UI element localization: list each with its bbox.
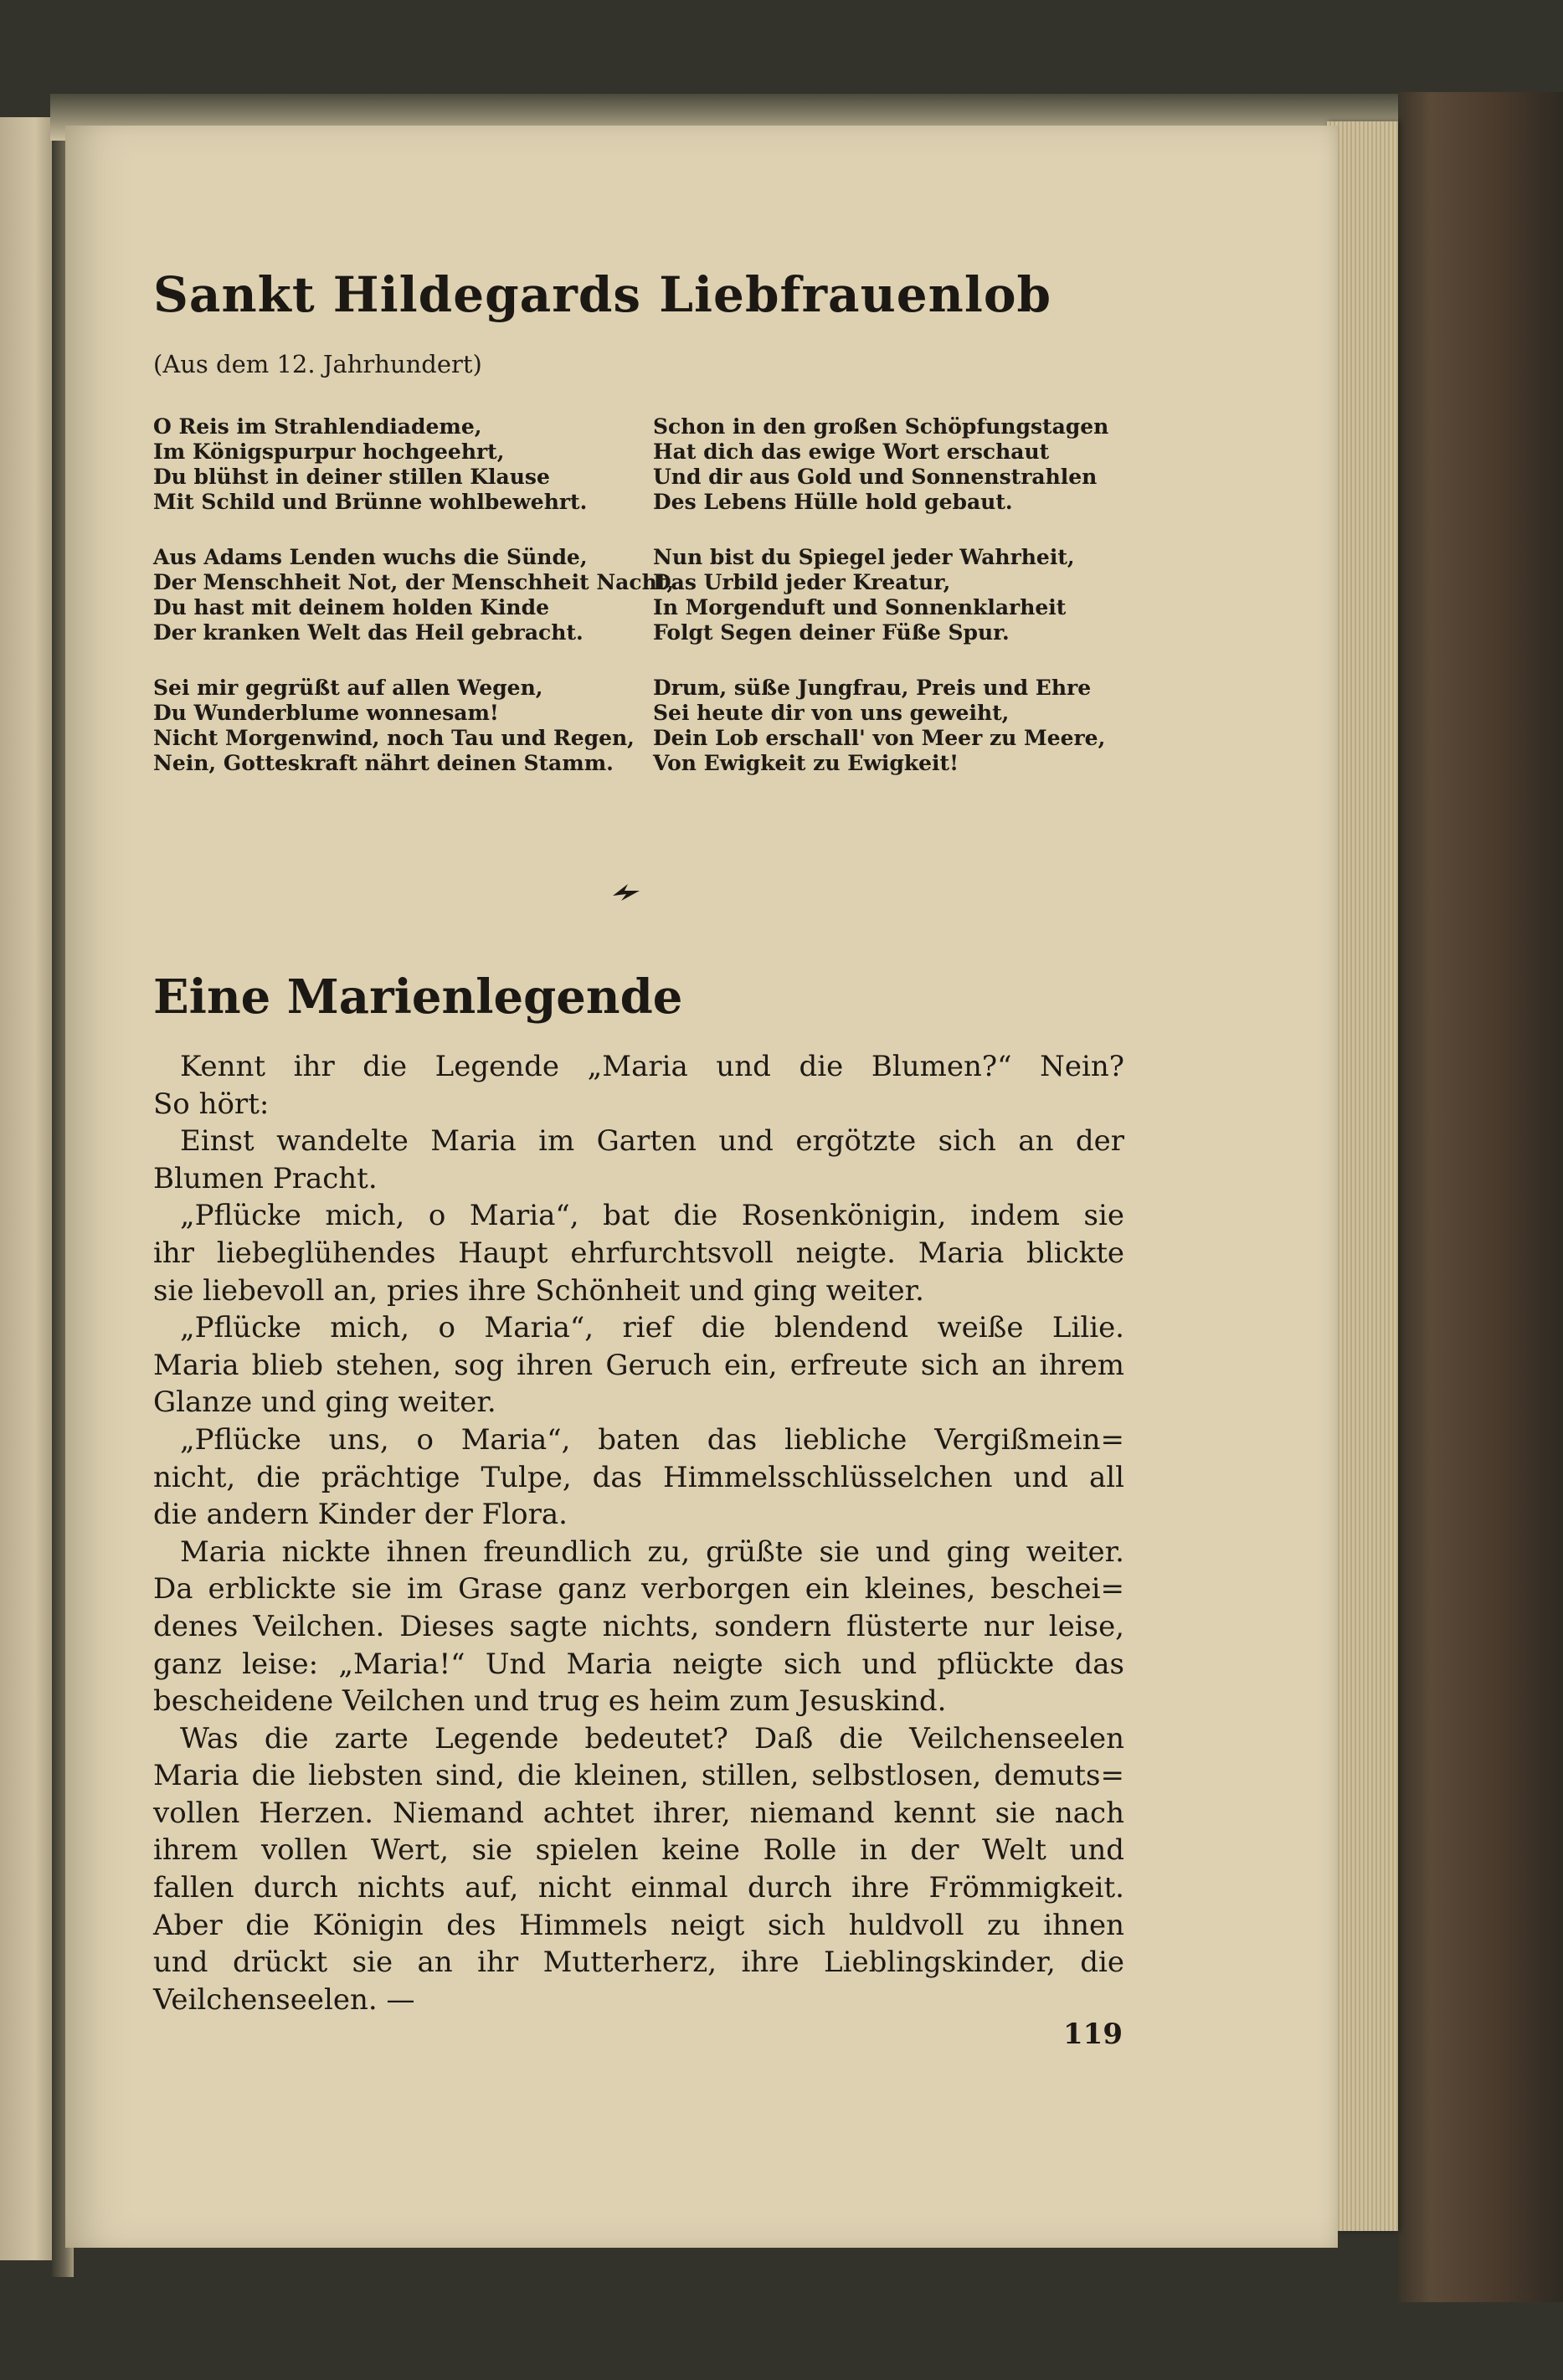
poem-line: O Reis im Strahlendiademe, [153,414,482,439]
poem-line: Sei heute dir von uns geweiht, [653,701,1010,725]
legend-line: „Pflücke mich, o Maria“, bat die Rosenkönigin, indem sie [180,1199,1124,1233]
legend-line: Glanze und ging weiter. [153,1385,496,1420]
poem-line: Dein Lob erschall' von Meer zu Meere, [653,726,1106,750]
legend-line: Einst wandelte Maria im Garten und ergötzte sich an der [180,1124,1124,1159]
poem-line: Folgt Segen deiner Füße Spur. [653,620,1010,645]
poem-stanza [153,414,664,515]
poem-line: Nun bist du Spiegel jeder Wahrheit, [653,545,1075,569]
poem-column-right [653,414,1164,806]
poem-line: Schon in den großen Schöpfungstagen [653,414,1109,439]
legend-line: „Pflücke mich, o Maria“, rief die blendend weiße Lilie. [180,1311,1124,1345]
poem-line: Das Urbild jeder Kreatur, [653,570,951,594]
poem-line: Sei mir gegrüßt auf allen Wegen, [153,676,543,700]
poem-line: Aus Adams Lenden wuchs die Sünde, [153,545,588,569]
poem-line: Hat dich das ewige Wort erschaut [653,440,1050,464]
section-ornament-icon [609,879,643,904]
legend-line: Da erblickte sie im Grase ganz verborgen ein kleines, beschei= [153,1572,1124,1606]
poem-stanza [153,545,675,645]
legend-line: Kennt ihr die Legende „Maria und die Blumen?“ Nein? [180,1050,1124,1083]
legend-line: und drückt sie an ihr Mutterherz, ihre Lieblingskinder, die [153,1946,1124,1980]
poem-line: Du hast mit deinem holden Kinde [153,595,549,619]
legend-line: Maria nickte ihnen freundlich zu, grüßte sie und ging weiter. [180,1534,1124,1569]
poem-column-left [153,414,675,806]
poem-line: Du blühst in deiner stillen Klause [153,465,550,489]
poem-line: Der Menschheit Not, der Menschheit Nacht, [153,570,675,594]
legend-line: Aber die Königin des Himmels neigt sich huldvoll zu ihnen [153,1908,1124,1942]
legend-line: Maria die liebsten sind, die kleinen, stillen, selbstlosen, demuts= [153,1759,1124,1793]
legend-line: ganz leise: „Maria!“ Und Maria neigte sich und pflückte das [153,1647,1124,1681]
poem-line: Des Lebens Hülle hold gebaut. [653,490,1013,514]
poem-line: Der kranken Welt das Heil gebracht. [153,620,584,645]
poem-title: Sankt Hildegards Liebfrauenlob [153,266,1052,323]
poem-line: Du Wunderblume wonnesam! [153,701,499,725]
poem-line: In Morgenduft und Sonnenklarheit [653,595,1067,619]
poem-line: Im Königspurpur hochgeehrt, [153,440,505,464]
legend-line: die andern Kinder der Flora. [153,1498,568,1532]
legend-line: bescheidene Veilchen und trug es heim zum Jesuskind. [153,1684,947,1719]
poem-stanza [653,676,1164,776]
legend-line: denes Veilchen. Dieses sagte nichts, sondern flüsterte nur leise, [153,1609,1124,1643]
legend-line: „Pflücke uns, o Maria“, baten das liebliche Vergißmein= [180,1422,1124,1457]
page-number: 119 [1063,2018,1123,2051]
legend-line: Veilchenseelen. — [153,1982,415,2017]
book-cover-edge [1398,92,1563,2302]
legend-line: ihr liebeglühendes Haupt ehrfurchtsvoll neigte. Maria blickte [153,1236,1124,1270]
legend-line: nicht, die prächtige Tulpe, das Himmelsschlüsselchen und all [153,1460,1124,1494]
legend-line: vollen Herzen. Niemand achtet ihrer, niemand kennt sie nach [153,1796,1124,1830]
poem-stanza [653,414,1164,515]
poem-line: Mit Schild und Brünne wohlbewehrt. [153,490,588,514]
poem-line: Nicht Morgenwind, noch Tau und Regen, [153,726,635,750]
legend-line: Blumen Pracht. [153,1161,378,1195]
poem-stanza [653,545,1164,645]
legend-title: Eine Marienlegende [153,969,683,1025]
poem-line: Von Ewigkeit zu Ewigkeit! [653,751,959,775]
legend-line: fallen durch nichts auf, nicht einmal durch ihre Frömmigkeit. [153,1871,1124,1905]
legend-line: So hört: [153,1087,270,1121]
legend-text [153,1048,1124,2018]
legend-line: Was die zarte Legende bedeutet? Daß die Veilchenseelen [180,1721,1124,1755]
facing-page-edge [0,117,59,2260]
legend-line: sie liebevoll an, pries ihre Schönheit und ging weiter. [153,1273,924,1308]
legend-line: Maria blieb stehen, sog ihren Geruch ein, erfreute sich an ihrem [153,1348,1124,1382]
poem-subtitle: (Aus dem 12. Jahrhundert) [153,350,482,378]
poem-line: Nein, Gotteskraft nährt deinen Stamm. [153,751,614,775]
legend-line: ihrem vollen Wert, sie spielen keine Rolle in der Welt und [153,1833,1124,1868]
poem-line: Und dir aus Gold und Sonnenstrahlen [653,465,1098,489]
poem-line: Drum, süße Jungfrau, Preis und Ehre [653,676,1092,700]
poem-stanza [153,676,664,776]
